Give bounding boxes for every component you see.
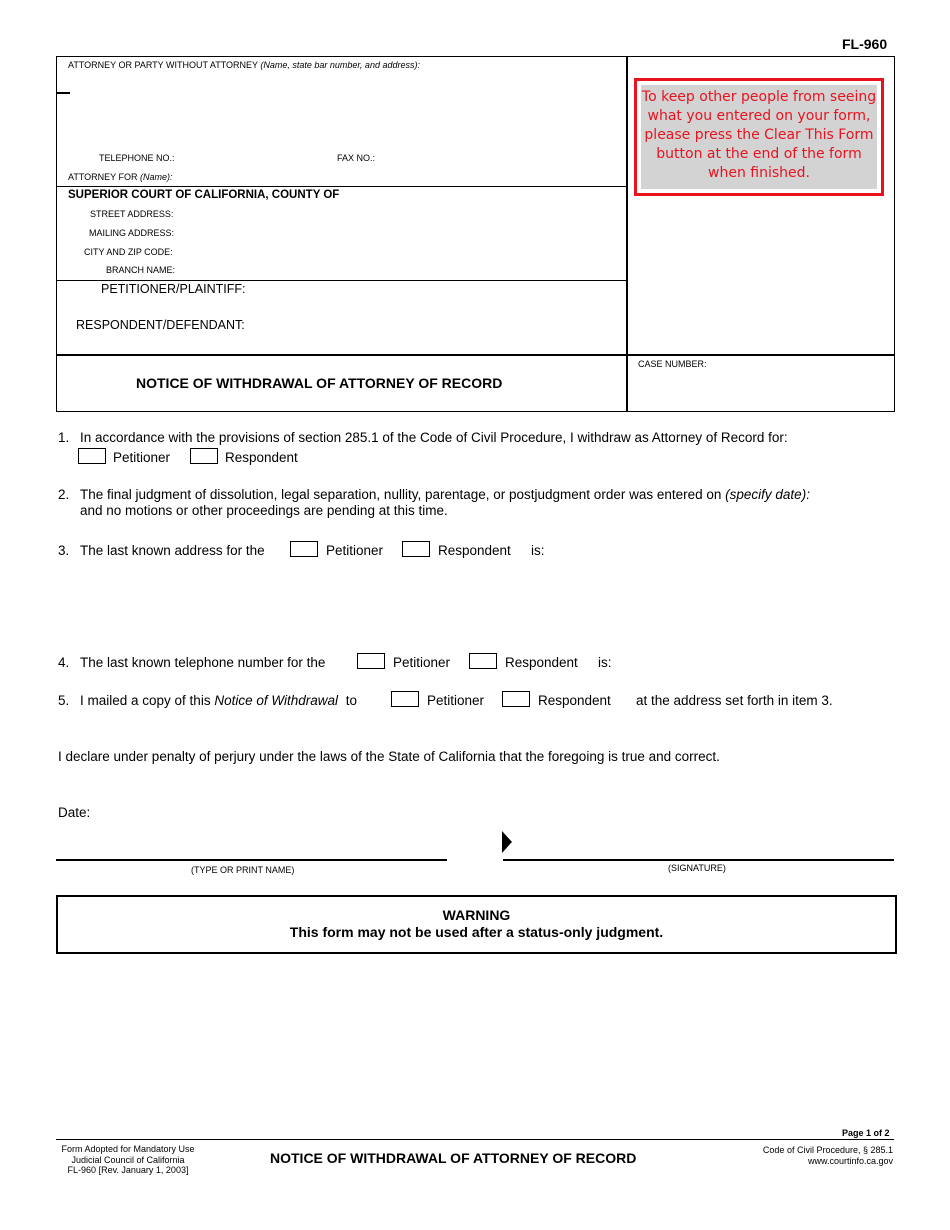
item4-is: is: xyxy=(598,655,612,670)
case-number-input[interactable] xyxy=(638,375,886,401)
item2-line2: and no motions or other proceedings are pending at this time. xyxy=(80,503,448,518)
print-name-input[interactable] xyxy=(58,838,446,856)
case-number-label: CASE NUMBER: xyxy=(638,359,707,369)
item1-respondent-label: Respondent xyxy=(225,450,298,465)
county-input[interactable] xyxy=(366,188,616,203)
mailing-address-input[interactable] xyxy=(182,225,617,239)
telephone-input[interactable] xyxy=(182,150,322,164)
street-address-input[interactable] xyxy=(182,206,617,220)
divider-court xyxy=(57,186,627,187)
item5-respondent-label: Respondent xyxy=(538,693,611,708)
item5-number: 5. xyxy=(58,693,70,708)
clear-form-notice-text: To keep other people from seeing what you entered on your form, please press the Clear This Form button at the end of the form when finished. xyxy=(641,89,877,181)
item5-petitioner-checkbox[interactable] xyxy=(391,691,419,707)
declaration-text: I declare under penalty of perjury under the laws of the State of California that the foregoing is true and correct. xyxy=(58,749,720,764)
signature-line xyxy=(503,859,894,861)
footer-rule xyxy=(56,1139,894,1140)
mailing-address-label: MAILING ADDRESS: xyxy=(89,228,175,238)
warning-box xyxy=(56,895,897,954)
city-zip-label: CITY AND ZIP CODE: xyxy=(84,247,173,257)
caption-divider xyxy=(626,57,628,411)
clear-form-notice-inner xyxy=(641,85,877,189)
respondent-input[interactable] xyxy=(250,318,616,334)
divider-parties xyxy=(57,280,627,281)
item4-telephone-input[interactable] xyxy=(625,653,880,669)
date-label: Date: xyxy=(58,805,91,820)
item1-petitioner-label: Petitioner xyxy=(113,450,171,465)
form-title: NOTICE OF WITHDRAWAL OF ATTORNEY OF RECORD xyxy=(136,375,503,391)
signature-arrow-icon xyxy=(502,831,514,855)
petitioner-label: PETITIONER/PLAINTIFF: xyxy=(101,282,246,296)
item4-respondent-label: Respondent xyxy=(505,655,578,670)
attorney-label: ATTORNEY OR PARTY WITHOUT ATTORNEY (Name, state bar number, and address): xyxy=(68,60,420,70)
form-adopted-block: Form Adopted for Mandatory Use Judicial Council of California FL-960 [Rev. January 1, 2003] xyxy=(61,1144,195,1175)
item4-text: The last known telephone number for the xyxy=(80,655,326,670)
item3-petitioner-checkbox[interactable] xyxy=(290,541,318,557)
fax-label: FAX NO.: xyxy=(337,153,376,163)
footer-title: NOTICE OF WITHDRAWAL OF ATTORNEY OF RECORD xyxy=(270,1150,637,1166)
item5-respondent-checkbox[interactable] xyxy=(502,691,530,707)
item1-text: In accordance with the provisions of section 285.1 of the Code of Civil Procedure, I withdraw as Attorney of Record for: xyxy=(80,430,788,445)
item3-respondent-checkbox[interactable] xyxy=(402,541,430,557)
form-number: FL-960 xyxy=(842,36,888,52)
item4-petitioner-label: Petitioner xyxy=(393,655,451,670)
item2-text: The final judgment of dissolution, legal separation, nullity, parentage, or postjudgment order was entered on (specify date): xyxy=(80,487,810,502)
item3-text: The last known address for the xyxy=(80,543,265,558)
item3-address-input[interactable] xyxy=(80,565,884,639)
city-zip-input[interactable] xyxy=(182,244,617,258)
item5-text: I mailed a copy of this Notice of Withdrawal to xyxy=(80,693,358,708)
court-label: SUPERIOR COURT OF CALIFORNIA, COUNTY OF xyxy=(68,189,340,201)
footer-code-block: Code of Civil Procedure, § 285.1 www.courtinfo.ca.gov xyxy=(762,1145,893,1166)
branch-name-input[interactable] xyxy=(182,262,617,276)
warning-title: WARNING xyxy=(442,907,511,923)
branch-name-label: BRANCH NAME: xyxy=(106,265,176,275)
item5-petitioner-label: Petitioner xyxy=(427,693,485,708)
clear-form-notice xyxy=(634,78,884,196)
signature-caption: (SIGNATURE) xyxy=(668,863,726,873)
date-input[interactable] xyxy=(96,804,396,820)
item5-tail: at the address set forth in item 3. xyxy=(636,693,833,708)
attorney-for-label: ATTORNEY FOR (Name): xyxy=(68,172,173,182)
item3-number: 3. xyxy=(58,543,70,558)
item4-respondent-checkbox[interactable] xyxy=(469,653,497,669)
petitioner-input[interactable] xyxy=(250,282,616,298)
item3-is: is: xyxy=(531,543,545,558)
item4-petitioner-checkbox[interactable] xyxy=(357,653,385,669)
print-name-line xyxy=(56,859,447,861)
fax-input[interactable] xyxy=(382,150,617,164)
street-address-label: STREET ADDRESS: xyxy=(90,209,174,219)
print-name-caption: (TYPE OR PRINT NAME) xyxy=(191,865,295,875)
item1-respondent-checkbox[interactable] xyxy=(190,448,218,464)
item1-number: 1. xyxy=(58,430,70,445)
field-cursor-mark xyxy=(57,92,70,94)
page-number: Page 1 of 2 xyxy=(842,1128,890,1138)
respondent-label: RESPONDENT/DEFENDANT: xyxy=(76,318,245,332)
telephone-label: TELEPHONE NO.: xyxy=(99,153,175,163)
attorney-name-input[interactable] xyxy=(72,74,617,144)
item4-number: 4. xyxy=(58,655,70,670)
item1-petitioner-checkbox[interactable] xyxy=(78,448,106,464)
item2-number: 2. xyxy=(58,487,70,502)
divider-title xyxy=(57,354,894,356)
attorney-for-input[interactable] xyxy=(182,168,617,182)
item3-respondent-label: Respondent xyxy=(438,543,511,558)
item3-petitioner-label: Petitioner xyxy=(326,543,384,558)
warning-text: This form may not be used after a status-only judgment. xyxy=(289,924,664,940)
